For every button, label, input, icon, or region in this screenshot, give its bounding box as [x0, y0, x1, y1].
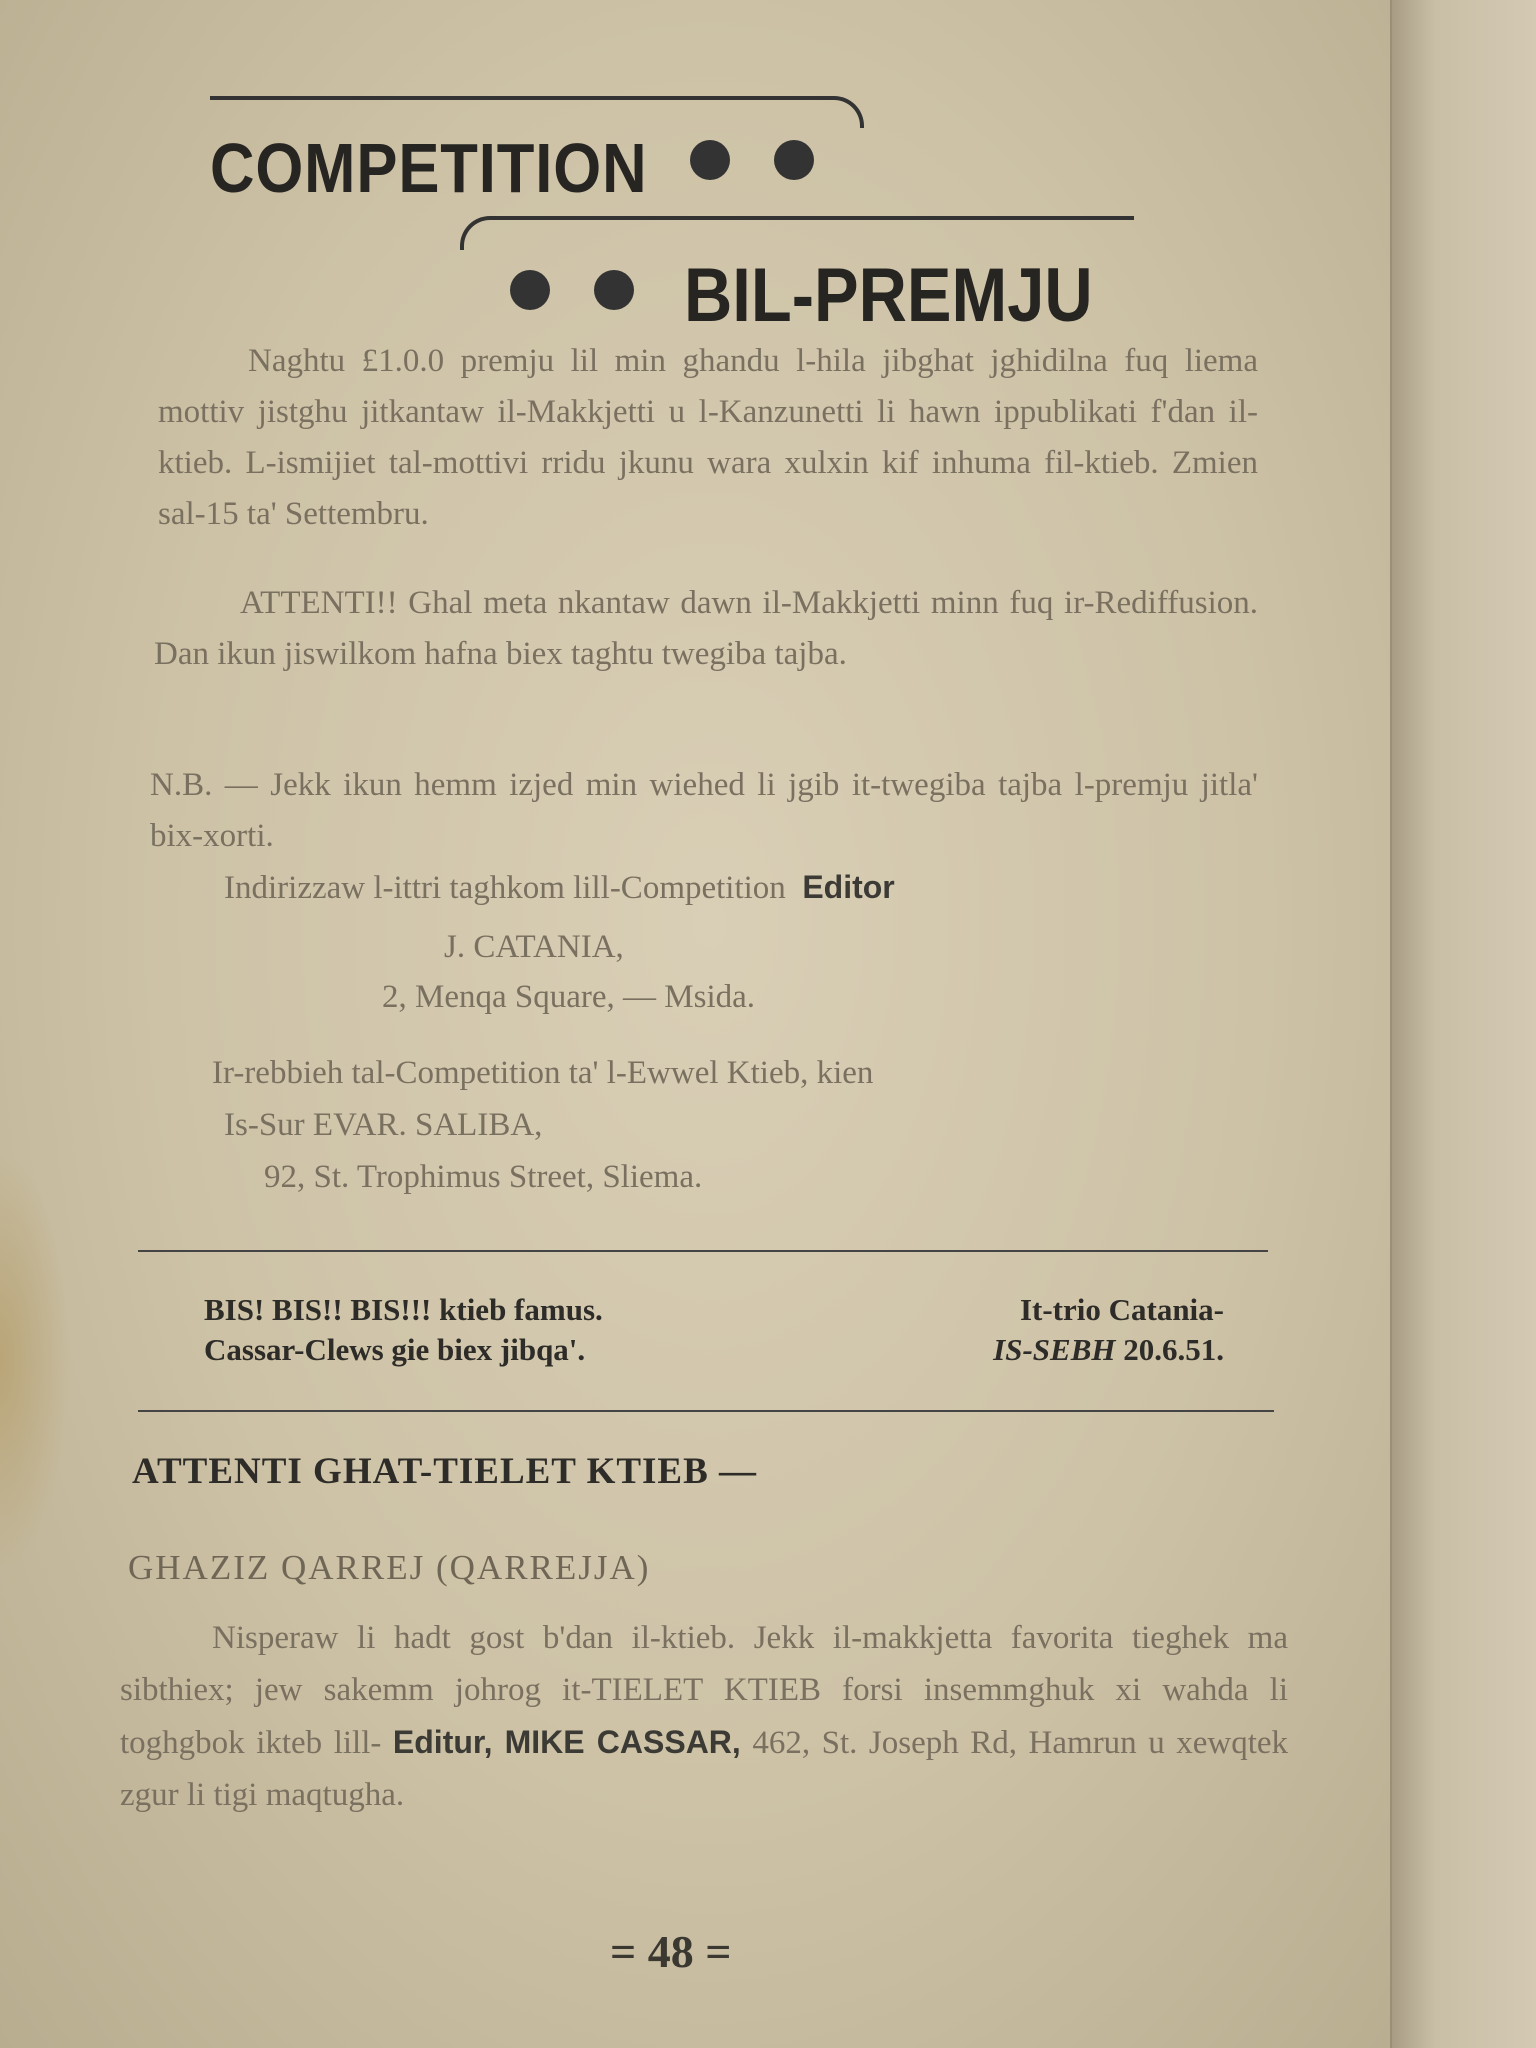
attenti-paragraph: ATTENTI!! Ghal meta nkantaw dawn il-Makkjetti minn fuq ir-Rediffusion. Dan ikun jiswilkom hafna biex taghtu twegiba tajba.: [154, 585, 1258, 672]
editor-label: Editur, MIKE CASSAR,: [392, 1724, 741, 1760]
divider-rule: [138, 1410, 1274, 1412]
winner-name: Is-Sur EVAR. SALIBA,: [224, 1107, 543, 1143]
intro-paragraph: Naghtu £1.0.0 premju lil min ghandu l-hila jibghat jghidilna fuq liema mottiv jistghu jitkantaw il-Makkjetti u l-Kanzunetti li hawn ippublikati f'dan il-ktieb. L-ismijiet tal-mottivi rridu jkunu wara xulxin kif inhuma fil-ktieb. Zmien sal-15 ta' Settembru.: [158, 343, 1258, 532]
dot-icon: [690, 140, 730, 180]
quote-right-1: It-trio Catania-: [1019, 1292, 1224, 1327]
decorative-dots-bottom: [510, 270, 678, 315]
header-rule-top: [210, 96, 864, 128]
section-subheading: GHAZIZ QARREJ (QARREJJA): [128, 1548, 651, 1587]
premju-title: BIL-PREMJU: [684, 253, 1093, 338]
divider-rule: [138, 1250, 1268, 1252]
winner-address: 92, St. Trophimus Street, Sliema.: [264, 1159, 703, 1195]
competition-title: COMPETITION: [210, 129, 648, 207]
address-text: Indirizzaw l-ittri taghkom lill-Competition: [224, 870, 786, 906]
quote-left-2: Cassar-Clews gie biex jibqa'.: [204, 1332, 586, 1367]
address-street: 2, Menqa Square, — Msida.: [382, 979, 756, 1015]
next-page-edge: [1390, 0, 1536, 2048]
closing-paragraph: [120, 1612, 1288, 1821]
address-name: J. CATANIA,: [444, 929, 624, 965]
closing-text-end: 462, St. Joseph Rd, Hamrun u xewqtek zgur li tigi maqtugha.: [120, 1725, 1289, 1813]
quote-right-2: [993, 1330, 1224, 1370]
winner-line: Ir-rebbieh tal-Competition ta' l-Ewwel Ktieb, kien: [212, 1055, 874, 1091]
dot-icon: [510, 270, 550, 310]
closing-text-start: Nisperaw li hadt gost b'dan il-ktieb. Jekk il-makkjetta favorita tieghek ma sibthiex; jew sakemm johrog it-TIELET KTIEB forsi insemmghuk xi wahda li toghgbok ikteb lill-: [120, 1620, 1288, 1761]
address-line: [224, 862, 1264, 914]
address-editor: Editor: [802, 869, 895, 905]
header-rule-bottom: [460, 216, 1134, 250]
section-heading: ATTENTI GHAT-TIELET KTIEB —: [132, 1451, 758, 1492]
quote-left-1: BIS! BIS!! BIS!!! ktieb famus.: [204, 1292, 603, 1327]
dot-icon: [774, 140, 814, 180]
page-number: = 48 =: [610, 1926, 732, 1977]
decorative-dots-top: [690, 140, 858, 185]
nb-paragraph: N.B. — Jekk ikun hemm izjed min wiehed li jgib it-twegiba tajba l-premju jitla' bix-xorti.: [150, 767, 1258, 854]
dot-icon: [594, 270, 634, 310]
quote-source: IS-SEBH: [993, 1332, 1116, 1367]
quote-block: [204, 1290, 1224, 1370]
quote-date: 20.6.51.: [1123, 1332, 1224, 1367]
water-stain: [0, 1150, 70, 1570]
